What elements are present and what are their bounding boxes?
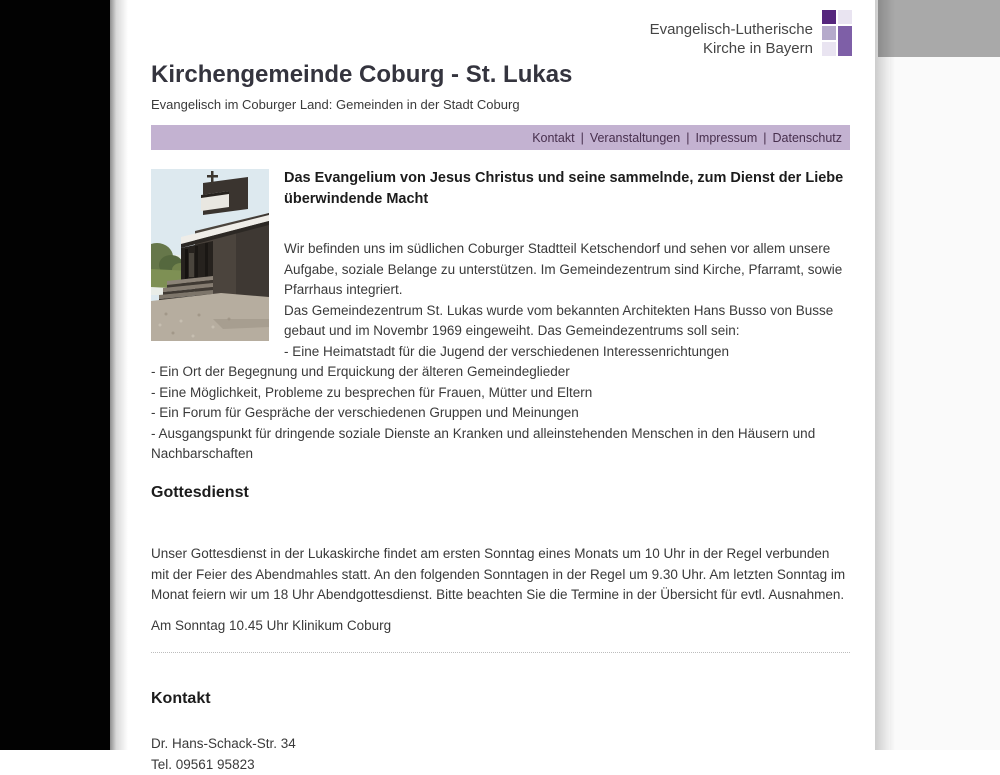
section-divider: [151, 652, 850, 653]
kontakt-phone: Tel. 09561 95823: [151, 756, 255, 772]
main-content: [151, 168, 850, 775]
nav-separator: |: [580, 130, 584, 145]
intro-paragraph-2: Das Gemeindezentrum St. Lukas wurde vom bekannten Architekten Hans Busso von Busse gebaut und im Novembr 1969 eingeweiht. Das Gemeindezentrums soll sein:: [284, 302, 834, 338]
right-edge-shadow: [875, 0, 895, 750]
top-right-gray-band: [878, 0, 1000, 57]
feature-item: - Ausgangspunkt für dringende soziale Dienste an Kranken und alleinstehenden Menschen in den Häusern und Nachbarschaften: [151, 425, 816, 461]
nav-separator: |: [686, 130, 690, 145]
elkb-brand-text: [650, 10, 813, 58]
left-edge-shadow: [110, 0, 128, 750]
page-left-margin: [0, 0, 110, 750]
logo-square-pale: [838, 10, 852, 24]
page-subtitle: Evangelisch im Coburger Land: Gemeinden in der Stadt Coburg: [151, 97, 520, 112]
feature-item: - Eine Heimatstadt für die Jugend der verschiedenen Interessenrichtungen: [284, 343, 730, 359]
brand-line2: Kirche in Bayern: [702, 40, 813, 57]
content-card: [128, 0, 875, 772]
gottesdienst-paragraph: Unser Gottesdienst in der Lukaskirche findet am ersten Sonntag eines Monats um 10 Uhr in der Regel verbunden mit der Feier des Abendmahles statt. An den folgenden Sonntagen in der Regel um 9.30 Uhr. Am letzten Sonntag im Monat feiern wir um 18 Uhr Abendgottesdienst. Bitte beachten Sie die Termine in der Übersicht für evtl. Ausnahmen.: [151, 546, 846, 602]
nav-link-impressum[interactable]: Impressum: [695, 130, 758, 145]
logo-square-light: [822, 26, 836, 40]
page-right-margin: [890, 0, 1000, 750]
gottesdienst-note: Am Sonntag 10.45 Uhr Klinikum Coburg: [151, 617, 392, 633]
nav-link-datenschutz[interactable]: Datenschutz: [772, 130, 842, 145]
gottesdienst-heading: Gottesdienst: [151, 483, 249, 501]
article-headline: Das Evangelium von Jesus Christus und seine sammelnde, zum Dienst der Liebe überwindende Macht: [284, 170, 844, 207]
kontakt-heading: Kontakt: [151, 690, 211, 707]
page-title: Kirchengemeinde Coburg - St. Lukas: [151, 61, 573, 88]
nav-link-veranstaltungen[interactable]: Veranstaltungen: [589, 130, 681, 145]
feature-item: - Eine Möglichkeit, Probleme zu besprechen für Frauen, Mütter und Eltern: [151, 384, 593, 400]
feature-item: - Ein Ort der Begegnung und Erquickung der älteren Gemeindeglieder: [151, 364, 570, 379]
nav-separator: |: [763, 130, 767, 145]
kontakt-address: Dr. Hans-Schack-Str. 34: [151, 735, 296, 751]
nav-link-kontakt[interactable]: Kontakt: [532, 130, 575, 145]
church-building-photo: [151, 169, 269, 341]
feature-list: [151, 342, 850, 465]
logo-square-mid-tall: [838, 26, 852, 56]
intro-paragraph-1: Wir befinden uns im südlichen Coburger Stadtteil Ketschendorf und sehen vor allem unsere Aufgabe, soziale Belange zu unterstützen. Im Gemeindezentrum sind Kirche, Pfarramt, sowie Pfarrhaus integriert.: [284, 241, 843, 297]
feature-item: - Ein Forum für Gespräche der verschiedenen Gruppen und Meinungen: [151, 405, 579, 420]
brand-line1: Evangelisch-Lutherische: [649, 21, 813, 38]
logo-square-pale2: [822, 42, 836, 56]
elkb-brand: [650, 10, 852, 58]
main-navbar: [151, 125, 850, 150]
elkb-cross-logo-icon: [822, 10, 852, 56]
logo-square-dark: [822, 10, 836, 24]
